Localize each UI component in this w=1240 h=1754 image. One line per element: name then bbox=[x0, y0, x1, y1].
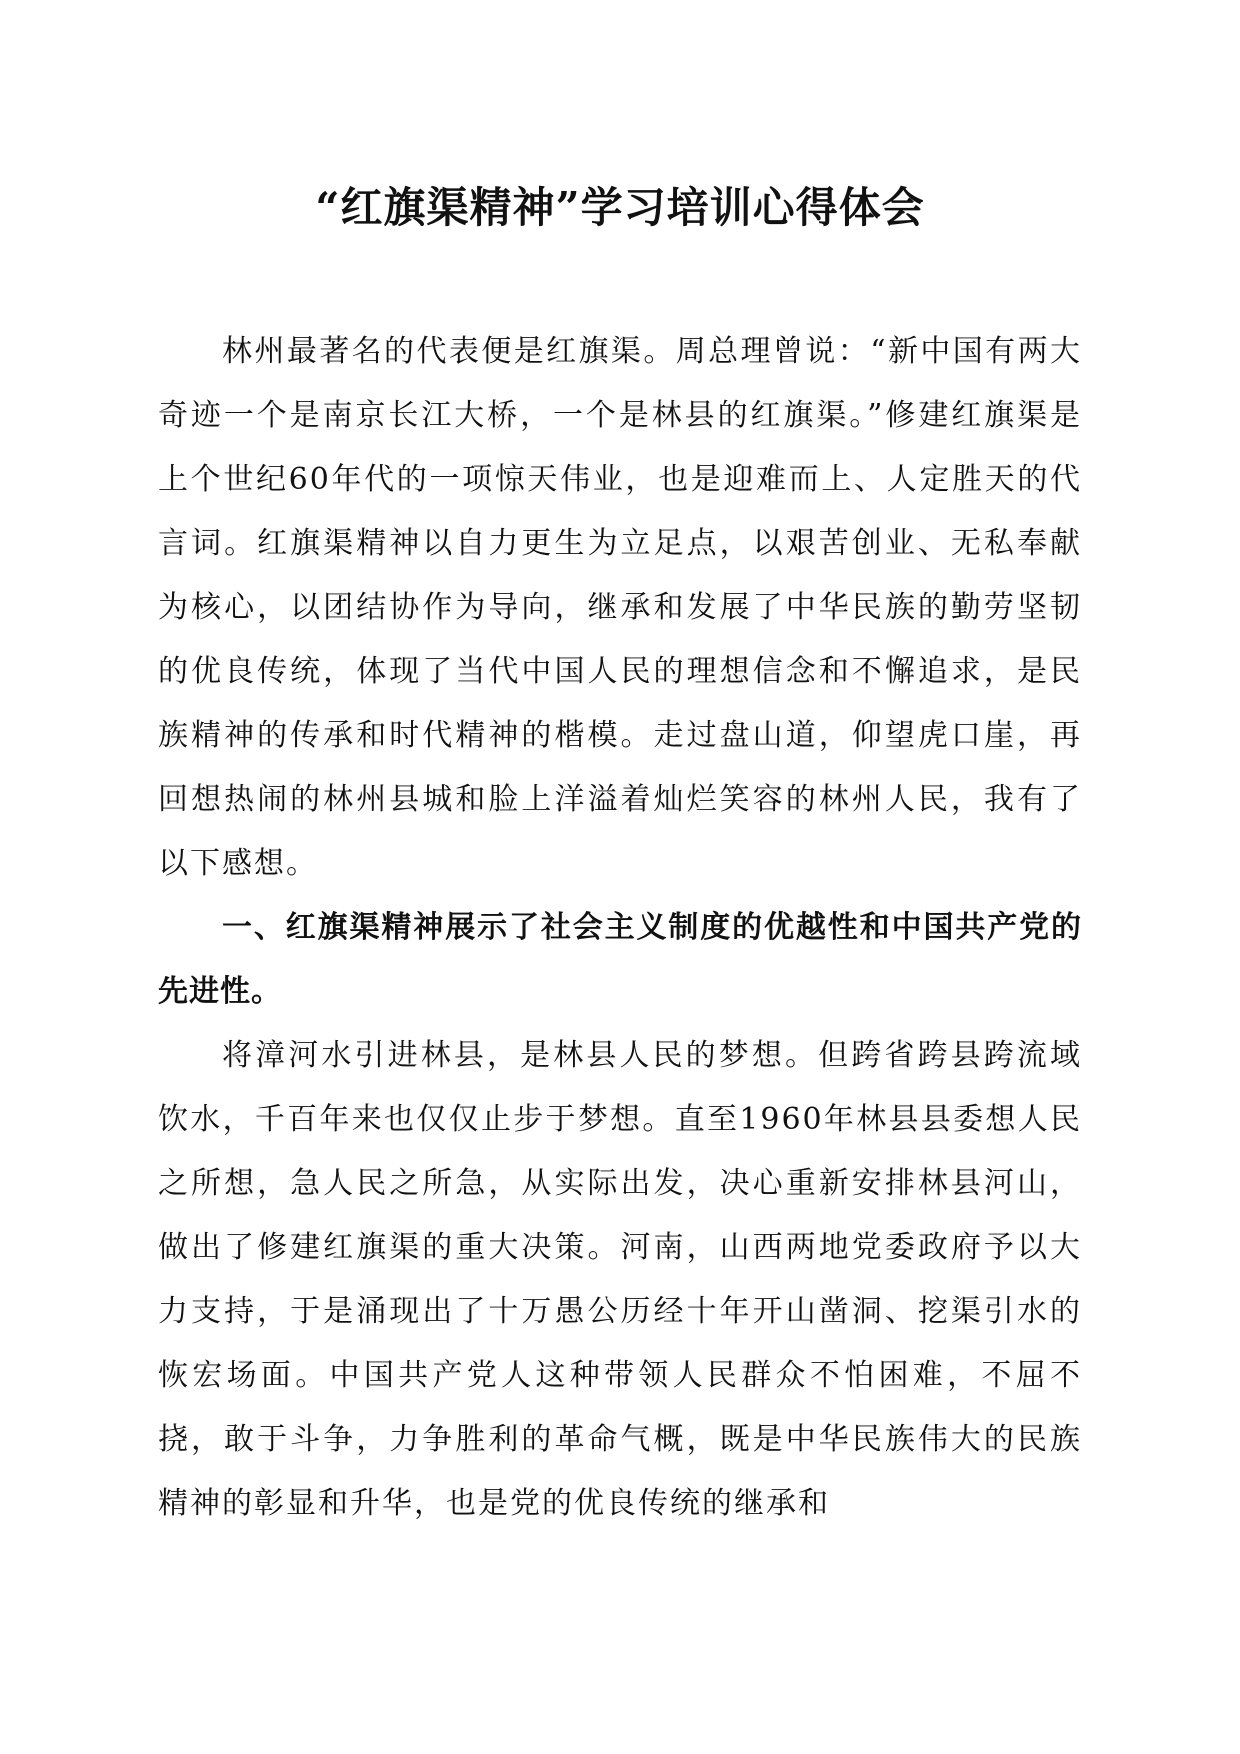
section-heading-1: 一、红旗渠精神展示了社会主义制度的优越性和中国共产党的先进性。 bbox=[158, 910, 1082, 1009]
intro-paragraph: 林州最著名的代表便是红旗渠。周总理曾说：“新中国有两大奇迹一个是南京长江大桥，一个是林县的红旗渠。”修建红旗渠是上个世纪60年代的一项惊天伟业，也是迎难而上、人定胜天的代言词。红旗渠精神以自力更生为立足点，以艰苦创业、无私奉献为核心，以团结协作为导向，继承和发展了中华民族的勤劳坚韧的优良传统，体现了当代中国人民的理想信念和不懈追求，是民族精神的传承和时代精神的楷模。走过盘山道，仰望虎口崖，再回想热闹的林州县城和脸上洋溢着灿烂笑容的林州人民，我有了以下感想。 bbox=[158, 334, 1082, 881]
document-body bbox=[158, 320, 1082, 1536]
document-title: “红旗渠精神”学习培训心得体会 bbox=[315, 183, 925, 232]
section-1-paragraph: 将漳河水引进林县，是林县人民的梦想。但跨省跨县跨流域饮水，千百年来也仅仅止步于梦想。直至1960年林县县委想人民之所想，急人民之所急，从实际出发，决心重新安排林县河山，做出了修建红旗渠的重大决策。河南，山西两地党委政府予以大力支持，于是涌现出了十万愚公历经十年开山凿洞、挖渠引水的恢宏场面。中国共产党人这种带领人民群众不怕困难，不屈不挠，敢于斗争，力争胜利的革命气概，既是中华民族伟大的民族精神的彰显和升华，也是党的优良传统的继承和 bbox=[158, 1038, 1082, 1521]
